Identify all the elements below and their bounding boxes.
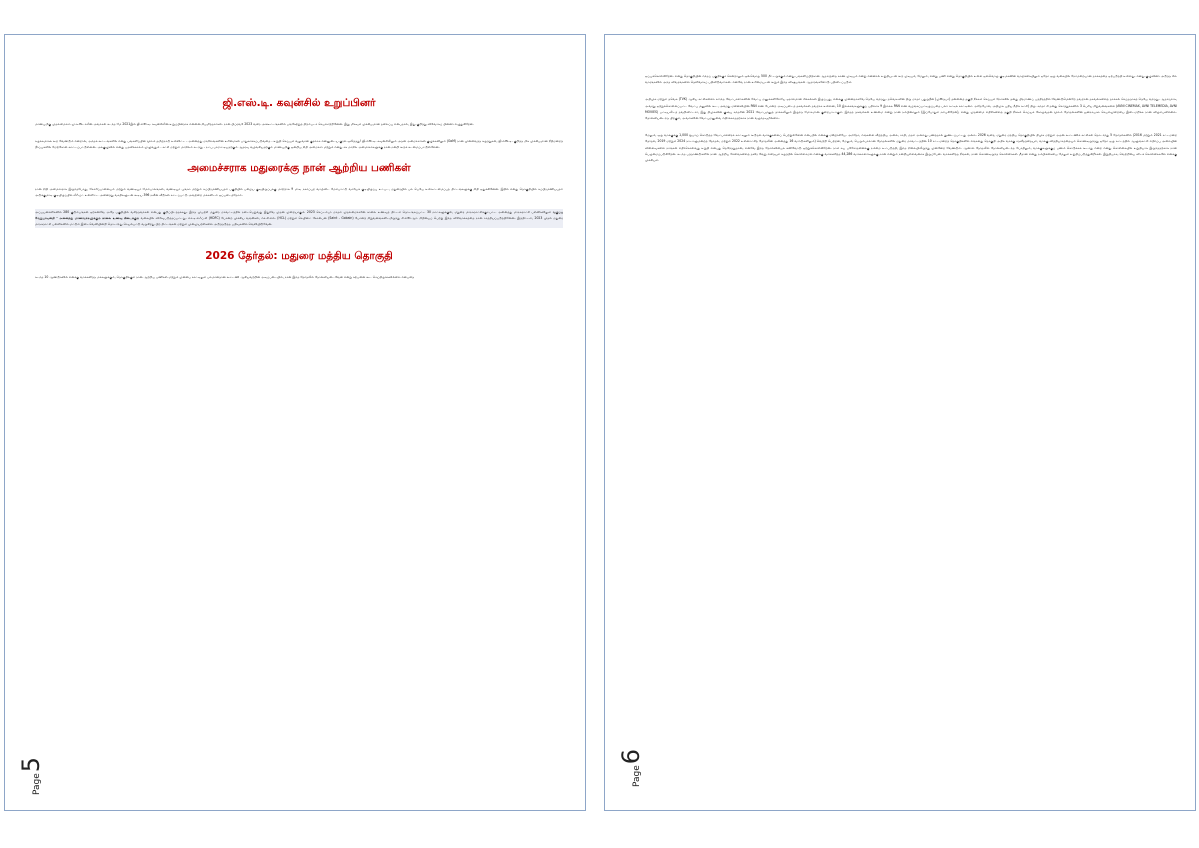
page-number-label — [17, 757, 45, 795]
paragraph-text: அப்பயனாளிகளில் 280 குடும்பங்கள் ஏற்கனவே அதே பகுதியில் வசித்தவர்கள் என்பது குறிப்பிடத்தக்கது. இந்த முயற்சி மதுரை மாவட்டத்தில் நடைபெறுவது இதுவே முதன் முறையாகும். 2023 செப்டம்பர் மாதம் முதலமைச்சரின் காலை உணவுத் திட்டம் தொடங்கப்பட்ட 30 நாட்களுக்குள், மதுரை மாநகராட்சிக்குட்பட்ட அனைத்து மாநகராட்சி பள்ளிகளிலும் — [35, 210, 553, 215]
page-number: 5 — [17, 756, 45, 773]
paragraph: நான் நிதி அமைச்சராக இருந்தபோது, கோரிப்பாளையம் மற்றும் வண்டியூர் மேம்பாலங்கள், வண்டியூர் பூங்கா மற்றும் சுப்பிரமணியபுரம் பகுதியில் பழைய குடியிருப்புக்கு மாற்றாக 9 மாடி நகர்ப்புற வாழ்விட மேம்பாட்டு வாரியக் குடியிருப்பு உட்பட, மதுரையில் பல பெரிய உள்கட்டமைப்புத் திட்டங்களுக்கு நிதி ஒதுக்கினேன். இதில் எனது தொகுதியில் சுப்பிரமணியபுரம் அடுக்குமாடி குடியிருப்பில் லிஃப்ட் உள்ளிட்ட அனைத்து வசதிகளுடன் கூடிய 396 நவீன வீடுகள் கட்டப்பட்டு அவற்றை மக்களிடம் ஒப்படைத்தோம். — [35, 186, 563, 197]
page-content — [5, 35, 585, 810]
paragraph: ஒப்புக்கொள்கிறேன். எனது தொகுதியின் எந்தப் பகுதிக்குச் சென்றாலும் ஒவ்வொரு 500 மீட்டருக்கும் எனது பங்களிப்பிற்கான ஆதாரத்தை காண முடியும் என்று என்னால் உறுதியுடன் கூற முடியும், மேலும், எனது பணி எனது தொகுதியில் உள்ள ஒவ்வொரு குடிமகனின் வாழ்க்கையிலும் ஏதோ ஒரு வகையில் நேர்மறையான தாக்கத்தை ஏற்படுத்தி உள்ளது. எனது குழுவினர் அடுத்த சில வாரங்களில் அந்த விவரங்களை தெளிவாகப் பதிவிடுவார்கள். எனவே நான் உரிமையுடன் கூறும் இந்த விஷயங்கள் ஆதாரங்களோடு பதிவிடப்படும். — [645, 74, 1177, 85]
document-page-left — [4, 34, 586, 811]
document-page-right — [604, 34, 1196, 811]
paragraph-breakfast-scheme — [35, 209, 563, 228]
paragraph: சுருக்கமாகக் கூற வேண்டும் என்றால், அந்தக் கூட்டங்களில் எனது பங்களிப்பின் மூலம் தமிழ்நாடு உள்ளிட்ட - அனைத்து மாநிலங்களின் உரிமைகள் பாதுகாக்கப்படுவதை - உறுதி செய்யும் வலுவான குரலாக என்னுடைய குரல் ஒலித்தது! ஜி.எஸ்.டி. கவுன்சிலிலும் அதன் அமைச்சர்கள் குழுக்களிலும் (GoM) நான் முன்வைத்த கருத்துகள், ஜி.எஸ்.டி. குறித்த மிக முக்கியமான நீதிமன்றத் தீர்ப்புகளில் மேற்கோள் காட்டப்பட்டுள்ளன. அக்குழுவில் எனது பதவிக்காலம் முழுவதும் - கட்சி மற்றும் மாநிலம் கடந்து - நட்பு பாராட்டியதற்கும் ஆதரவு வழங்கியதற்கும் மாண்புமிகு ஒன்றிய நிதி அமைச்சர் மற்றும் எனது சக மாநில அமைச்சர்களுக்கு நான் நன்றி கூறக் கடமைப்பட்டுள்ளேன். — [35, 139, 563, 150]
paragraph-bold-text: வகுப்பு வேறுபாடின்றி - அனைத்து மாணவர்களுக்கும் காலை உணவு கிடைக்கும் — [35, 210, 563, 221]
page-content — [605, 35, 1195, 810]
paragraph-text: வகையில் விரிவுபடுத்தப்பட்டது. எச்.டி.எஃப்.சி (HDFC) போன்ற முக்கிய வங்கிகள், எச்.சி.எல். (HCL) மற்றும் செயின்ட் கோபைன் (Saint - Gobain) போன்ற நிறுவனங்களிடமிருந்து சி.எஸ்.ஆர். நிதியைப் பெற்று இந்த விரிவாக்கத்தை நான் சாத்தியப்படுத்தினேன். இத்திட்டம், 2023 முதல் மதுரை மாநகராட்சி பள்ளிகளில் மட்டும் இடைவெளியின்றி தொடர்ந்து செயல்பட்டு வருகிறது பிற திட்டங்கள் மற்றும் முன்முயற்சிகளை அடுத்தடுத்த பதிவுகளில் வெளியிடுவேன். — [35, 216, 563, 227]
page-word: Page — [632, 765, 642, 787]
page-number-label — [617, 749, 645, 787]
heading-gst-council-member: ஜி.எஸ்.டி. கவுன்சில் உறுப்பினர் — [222, 97, 376, 109]
paragraph: மாண்புமிகு முதலமைச்சர் மு.க.ஸ்டாலின் அவர்கள் கடந்த மே 2021இல் ஜி.எஸ்.டி. கவுன்சிலின் உறுப்பினராக என்னை நியமித்தார்கள். நான் பிப்ரவரி 2023 வரை அக்கூட்டங்களில் பங்கேற்றுத் திறம்படச் செயலாற்றினேன். இது மிகவும் முக்கியமான தலைப்பு என்பதால், இது குறித்து விரிவாகப் பின்னர் எழுதுகிறேன். — [35, 122, 474, 126]
page-number: 6 — [617, 748, 645, 765]
paragraph: மேலும், ஒரு வாக்குக்கு 1,000 ரூபாய் கொடுத்த வேட்பாளரைக் காட்டிலும் கூடுதல் வாக்குகளைப் பெற்றுள்ளேன் என்பதில் எனக்கு மகிழ்ச்சியே. அந்தோ, எங்களை வீழ்த்திய அலை, சாதி, மதம் அல்லது பணத்தால் தூண்டப்பட்டது அல்ல. 2026 வரை, மதுரை மத்திய தொகுதியில் திமுக மற்றும் அதன் கூட்டணிக் கட்சிகள் தொடர்ந்து 5 தேர்தல்களில் (2016 மற்றும் 2021 சட்டமன்ற தேர்தல், 2019 மற்றும் 2024 நாடாளுமன்றத் தேர்தல், மற்றும் 2022 உள்ளாட்சித் தேர்தலின் அனைத்து 16 வார்டுகளிலும்) வெற்றி பெற்றன, மேலும், பெரும்பாலான தேர்தல்களில் மதுரை மாவட்டத்தின் 10 சட்டமன்றத் தொகுதிகளில் எங்களது தொகுதி அதிக வாக்கு சதவீதத்தையும், வாக்கு வித்தியாசத்தையும் கொண்டிருந்தது ஏதோ ஒரு கட்டத்தில் ஆளுங்கட்சி எதிர்ப்பு அலையின் விளைவுகளை நாங்கள் எதிர்கொள்வது உறுதி என்பது தெரிந்ததுதான், எனவே இந்த தோல்வியைக் கனிவோடு ஏற்றுக்கொள்கிறேன். நாம் சுய பரிசோதனைக்கு நம்மை உட்படுத்தி, இந்த நிலையிலிருந்து முன்னேற வேண்டும். ஆனால் தேர்தலில் தோல்வியடைந்த போதிலும், வாக்குகளுக்குப் பணம் கொடுக்கக் கூடாது என்ற எனது கொள்கையில் உறுதியாக இருந்ததற்காக நான் பெருமைப்படுகிறேன். கடந்த பத்தாண்டுகளில் நான் ஆற்றிய சேவைகளைத் தவிர வேறு எதையும் கருத்தில் கொள்ளாமல் எனக்கு வாக்களித்த 44,286 வாக்காளர்களுக்கு நான் என்றும் நன்றியுள்ளவனாக இருப்பேன். வாக்களித்த நீங்கள், நான் கொண்டிருந்த கொள்கைகள் மீதான எனது நம்பிக்கையை மேலும் உறுதிப்படுத்துகிறீர்கள். இறுதியாக, வெற்றியை விடக் கொள்கைகளே எனக்கு முக்கியம். — [645, 133, 1177, 163]
paragraph: அதிமுக மற்றும் தவெக (TVK) ஆகிய கட்சிகளைச் சார்ந்த வேட்பாளர்களின் வேட்பு மனுக்களிலேயே ஏராளமான சிக்கல்கள் இருப்பது, எனக்கு முன்னதாகவே தெரிய வந்தது. தவெக-வின் திரு மாதர் பதுருதீன் (முஸ்தபா) தன்னைத் தகுதி நீக்கம் செய்யும் நோக்கில் தனது பிரமாணப் பத்திரத்தில் வேண்டுமென்றே தவறான தகவல்களைத் தாக்கல் செய்ததாகத் தெரிய வந்தது. ஆதாரமாக, அவரது ஏற்றுக்கொள்ளப்பட்ட வேட்பு மனுவில் கூட, அவரது மனைவியின் PAN எண் போன்ற அடிப்படைத் தகவல்கள் தவறாக உள்ளன, 10 இலக்கங்களுக்குப் பதிலாக 9 இலக்க PAN எண் வழங்கப்பட்டிருப்பதை பலர் சுட்டிக் காட்டினர். அதேபோல், அதிமுக புதிய நீதிக் கட்சி) திரு. சுந்தர் சி தனது சொத்துக்களில் 3 பெரிய நிறுவனங்களை (AVNI CINEMAX, AVNI TELEMEDIA, AVNI MOVIES) பட்டியலிடத் தவறிவிட்டார், இது திமுகவின் குஷ்பு சுந்தரின் 2021 வேட்புமனுத் தாக்கலிலும் இருந்த மோசமான குறைபாடாகும். இந்தத் தகவல்கள் உண்மை என்று நான் நம்பினாலும் (இப்போதும் நம்புகிறேன்), எனது முதன்மை எதிரிகளைத் தகுதி நீக்கம் செய்யக் கோருவதன் மூலம் தேர்தல்களின் ஜனநாயகச் செயல்முறையை இடைமறிக்க நான் விரும்பவில்லை. தோல்வியடைந்த பிறகும், அவர்களின் வேட்புமனுவை எதிர்க்காததற்காக நான் வருந்தவுமில்லை. — [645, 97, 1177, 121]
heading-minister-works-madurai: அமைச்சராக மதுரைக்கு நான் ஆற்றிய பணிகள் — [187, 161, 411, 174]
heading-2026-election: 2026 தேர்தல்: மதுரை மத்திய தொகுதி — [205, 249, 393, 262]
page-word: Page — [32, 773, 42, 795]
paragraph: கடந்த 10 ஆண்டுகளில் எனக்கு வாக்களித்த மக்களுக்கும், தொகுதிக்கும் நான் ஆற்றிய பணிகள் மற்றும் முன்பை காட்டிலும் பலமானதான கூட்டணி ஆகியவற்றின் அடிப்படையில், நான் இந்த தேர்தலில் தோல்வியடைவேன் என்று கற்பனை கூட செய்திருக்கவில்லை என்பதை — [35, 274, 415, 279]
